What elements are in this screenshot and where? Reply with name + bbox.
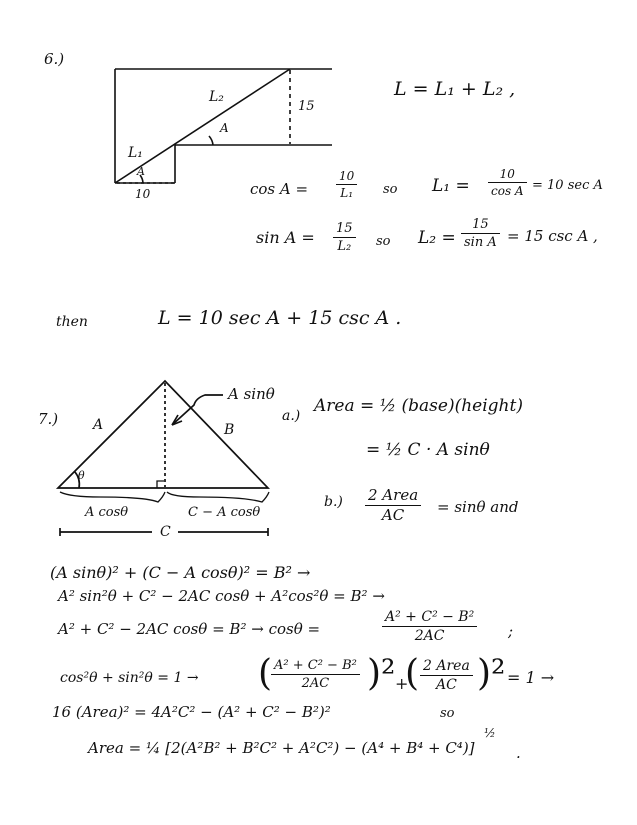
label-C: C [160, 524, 171, 540]
b-rhs: = sinθ and [437, 498, 519, 516]
final-exponent: ½ [484, 726, 496, 740]
brace-acos [60, 492, 165, 502]
area-eq-1: Area = ½ (base)(height) [314, 396, 523, 416]
label-Acos: A cosθ [85, 505, 129, 520]
sin-result: = 15 csc A , [507, 227, 598, 245]
problem-7-number: 7.) [38, 410, 59, 428]
paren-open-2: ( [405, 653, 420, 694]
label-B: B [224, 422, 235, 438]
line3-frac: $\frac{\text{A² + C² − B²}}{2AC}$ [382, 610, 477, 643]
brace-c-acos [167, 492, 269, 502]
sin-lhs: sin A = [256, 228, 315, 247]
derivation-line-3: A² + C² − 2AC cosθ = B² → cosθ = [58, 620, 321, 638]
label-L2: L₂ [209, 89, 224, 105]
final-area-formula: Area = ¼ [2(A²B² + B²C² + A²C²) − (A⁴ + B⁴ + C⁴)] [88, 739, 475, 757]
derivation-line-5: 16 (Area)² = 4A²C² − (A² + C² − B²)² [52, 703, 331, 721]
label-ten: 10 [135, 187, 151, 201]
label-theta: θ [78, 469, 85, 482]
problem-6-number: 6.) [44, 50, 65, 68]
cos-lhs: cos A = [250, 180, 309, 198]
line4-end: = 1 → [507, 668, 555, 687]
then-label: then [56, 314, 88, 330]
label-angle-upper: A [220, 121, 229, 135]
cos-L1: L₁ = [432, 176, 470, 196]
sin-frac: $\frac{15}{\text{L₂}}$ [333, 222, 356, 253]
line4-plus: + [395, 674, 409, 693]
b-frac: 2 Area AC [365, 488, 421, 523]
final-eq: L = 10 sec A + 15 csc A . [158, 307, 402, 329]
sin-L2: L₂ = [418, 228, 456, 248]
line4-frac2: 2 Area AC [420, 659, 473, 692]
eq-L: L = L₁ + L₂ , [394, 78, 516, 100]
part-a-label: a.) [282, 408, 301, 424]
paren-close-1: )² [367, 653, 396, 694]
label-C-minus-Acos: C − A cosθ [188, 505, 261, 520]
derivation-line-2: A² sin²θ + C² − 2AC cosθ + A²cos²θ = B² → [58, 587, 385, 605]
line3-semicolon: ; [508, 622, 514, 640]
derivation-line-4: cos²θ + sin²θ = 1 → [60, 670, 199, 686]
cos-so: so [383, 182, 398, 197]
final-period: . [516, 744, 521, 762]
sin-so: so [376, 234, 391, 249]
line5-so: so [440, 706, 455, 721]
line4-frac1: $\frac{\text{A² + C² − B²}}{2AC}$ [271, 659, 360, 690]
derivation-line-1: (A sinθ)² + (C − A cosθ)² = B² → [50, 563, 311, 582]
part-b-label: b.) [324, 494, 343, 510]
label-Asin: A sinθ [228, 385, 275, 403]
cos-result: = 10 sec A [532, 178, 603, 193]
asin-arrow [172, 395, 223, 425]
label-A: A [93, 417, 104, 433]
right-angle-mark [157, 481, 164, 488]
label-fifteen: 15 [298, 99, 315, 114]
paren-open-1: ( [258, 653, 273, 694]
paren-close-2: )² [477, 653, 506, 694]
label-angle-lower: A [137, 165, 145, 178]
cos-frac: $\frac{10}{\text{L₁}}$ [336, 170, 357, 199]
sin-frac2: $\frac{15}{\text{sin A}}$ [461, 218, 500, 249]
area-eq-2: = ½ C · A sinθ [366, 440, 490, 460]
label-L1: L₁ [128, 145, 143, 161]
cos-frac2: $\frac{10}{\text{cos A}}$ [488, 168, 527, 197]
